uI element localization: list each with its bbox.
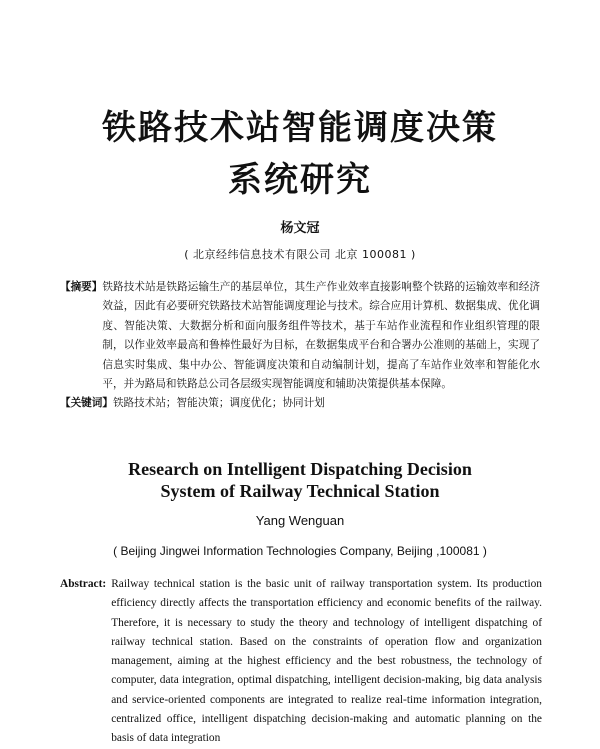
chinese-keywords-text: 铁路技术站；智能决策；调度优化；协同计划 bbox=[112, 397, 325, 410]
chinese-abstract-text: 铁路技术站是铁路运输生产的基层单位，其生产作业效率直接影响整个铁路的运输效率和经济效益，因此有必要研究铁路技术站智能调度理论与技术。综合应用计算机、数据集成、优化调度、智能决策、大数据分析和面向服务组件等技术，基于车站作业流程和作业组织管理的限制，以作业效率最高和鲁棒性最好为目标，在数据集成平台和合署办公准则的基础上，实现了信息实时集成、集中办公、智能调度决策和自动编制计划，提高了车站作业效率和智能化水平，并为路局和铁路总公司各层级实现智能调度和辅助决策提供基本保障。 bbox=[102, 281, 540, 391]
chinese-affiliation: ( 北京经纬信息技术有限公司 北京 100081 ) bbox=[184, 248, 416, 261]
english-title-line-2: System of Railway Technical Station bbox=[160, 481, 440, 501]
chinese-abstract-block bbox=[60, 278, 540, 414]
chinese-keywords bbox=[60, 394, 540, 413]
chinese-keywords-label: 【关键词】 bbox=[60, 397, 113, 410]
english-author: Yang Wenguan bbox=[255, 513, 345, 528]
chinese-abstract-label: 【摘要】 bbox=[60, 281, 103, 293]
chinese-author: 杨文冠 bbox=[280, 221, 320, 236]
chinese-abstract bbox=[60, 278, 540, 394]
english-abstract-label: Abstract: bbox=[60, 578, 107, 590]
english-affiliation: ( Beijing Jingwei Information Technologies Company, Beijing ,100081 ) bbox=[113, 544, 487, 558]
english-abstract-text: Railway technical station is the basic unit of railway transportation system. Its production efficiency directly affects the transportation efficiency and economic benefits of the railway. Therefore, it is necessary to study the theory and technology of intelligent dispatching of railway technical station. Based on the constraints of operation flow and organization management, aiming at the highest efficiency and the best robustness, the technology of computer, data integration, optimal dispatching, intelligent decision-making, big data analysis and service-oriented components are integrated to realize real-time information integration, centralized office, intelligent dispatching decision-making and automatic planning on the basis of data integration bbox=[111, 578, 542, 745]
chinese-title-line-1: 铁路技术站智能调度决策 bbox=[102, 108, 498, 148]
english-title-line-1: Research on Intelligent Dispatching Decision bbox=[128, 459, 472, 479]
english-abstract bbox=[60, 575, 542, 749]
chinese-title-line-2: 系统研究 bbox=[228, 160, 372, 200]
